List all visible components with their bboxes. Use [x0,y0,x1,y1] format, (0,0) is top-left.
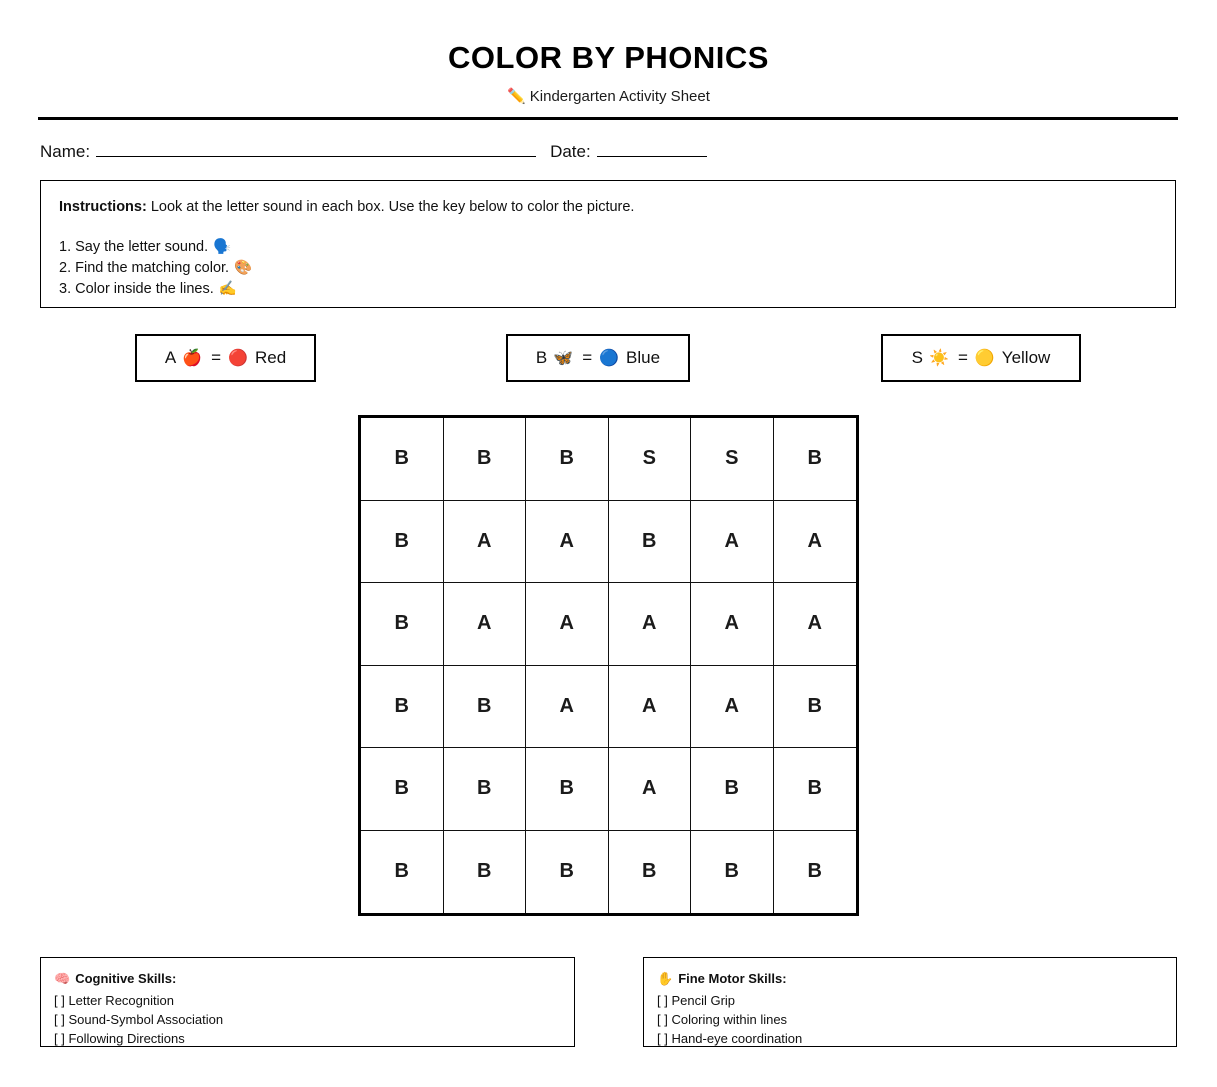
equals-sign: = [582,348,593,367]
grid-cell[interactable]: B [526,748,609,831]
grid-cell[interactable]: B [774,666,857,749]
subtitle-text: Kindergarten Activity Sheet [529,88,710,106]
grid-cell[interactable]: A [774,583,857,666]
instruction-steps [59,237,252,300]
grid-cell[interactable]: B [361,418,444,501]
grid-cell[interactable]: B [444,418,527,501]
grid-cell[interactable]: B [774,418,857,501]
grid-cell[interactable]: B [526,418,609,501]
list-item[interactable]: [ ] Following Directions [54,1031,185,1046]
key-letter: A [164,348,177,367]
grid-cell[interactable]: B [774,748,857,831]
color-key-blue [506,334,690,382]
grid-cell[interactable]: B [526,831,609,914]
yellow-circle-icon: 🟡 [974,350,995,367]
list-item[interactable]: [ ] Coloring within lines [657,1012,788,1027]
step-text: 1. Say the letter sound. [59,239,209,255]
equals-sign: = [211,348,222,367]
grid-cell[interactable]: A [444,583,527,666]
grid-cell[interactable]: B [361,583,444,666]
fine-motor-skills-list [657,991,802,1048]
butterfly-icon: 🦋 [553,350,574,367]
list-item[interactable]: [ ] Hand-eye coordination [657,1031,803,1046]
list-item [59,279,252,300]
list-item[interactable]: [ ] Pencil Grip [657,993,736,1008]
page-subtitle [0,75,1217,105]
writing-hand-icon: ✍️ [218,281,237,297]
key-color-name: Blue [626,348,661,367]
date-input[interactable] [597,139,707,157]
grid-cell[interactable]: B [361,501,444,584]
fine-motor-skills-title [657,971,787,987]
color-key-yellow [881,334,1081,382]
date-label: Date: [550,142,591,161]
name-input[interactable] [96,139,536,157]
grid-cell[interactable]: A [691,501,774,584]
grid-cell[interactable]: B [444,666,527,749]
name-label: Name: [40,142,91,161]
grid-cell[interactable]: A [774,501,857,584]
grid-cell[interactable]: B [691,748,774,831]
cognitive-skills-title [54,971,176,987]
key-letter: S [911,348,924,367]
grid-cell[interactable]: A [526,583,609,666]
cognitive-skills-list [54,991,223,1048]
grid-cell[interactable]: B [444,831,527,914]
grid-cell[interactable]: B [361,748,444,831]
grid-cell[interactable]: S [691,418,774,501]
instructions-text: Look at the letter sound in each box. Use the key below to color the picture. [146,199,635,215]
grid-cell[interactable]: A [444,501,527,584]
grid-cell[interactable]: B [609,501,692,584]
step-text: 2. Find the matching color. [59,260,230,276]
speaking-head-icon: 🗣️ [213,239,232,255]
grid-cell[interactable]: B [444,748,527,831]
step-text: 3. Color inside the lines. [59,281,214,297]
fine-motor-skills-box [643,957,1177,1047]
grid-cell[interactable]: B [691,831,774,914]
name-date-row [40,139,707,162]
grid-cell[interactable]: A [526,666,609,749]
instructions-box [40,180,1176,308]
color-key-red [135,334,316,382]
instructions-label: Instructions: [59,199,147,215]
grid-cell[interactable]: A [691,666,774,749]
key-color-name: Yellow [1001,348,1051,367]
list-item[interactable]: [ ] Letter Recognition [54,993,174,1008]
page-title: COLOR BY PHONICS [448,40,769,75]
grid-cell[interactable]: B [361,831,444,914]
grid-cell[interactable]: S [609,418,692,501]
grid-cell[interactable]: A [609,748,692,831]
grid-cell[interactable]: B [807,860,822,883]
key-letter: B [535,348,548,367]
skills-title-text: Cognitive Skills: [75,971,177,986]
phonics-grid [358,415,859,916]
equals-sign: = [957,348,968,367]
grid-cell[interactable]: A [526,501,609,584]
list-item[interactable]: [ ] Sound-Symbol Association [54,1012,224,1027]
header-divider [38,117,1178,120]
raised-hand-icon: ✋ [657,971,674,986]
sun-icon: ☀️ [929,350,949,367]
red-circle-icon: 🔴 [228,350,248,367]
instructions-heading [59,198,634,217]
grid-cell[interactable]: A [691,583,774,666]
pencil-icon: ✏️ [507,88,526,106]
grid-cell[interactable]: A [609,583,692,666]
skills-title-text: Fine Motor Skills: [678,971,787,986]
brain-icon: 🧠 [54,971,71,986]
palette-icon: 🎨 [234,260,253,276]
grid-cell[interactable]: A [609,666,692,749]
grid-cell[interactable]: B [361,666,444,749]
list-item [59,258,252,279]
grid-cell[interactable]: B [609,831,692,914]
list-item [59,237,252,258]
apple-icon: 🍎 [182,350,203,367]
key-color-name: Red [254,348,287,367]
blue-circle-icon: 🔵 [599,350,620,367]
cognitive-skills-box [40,957,575,1047]
